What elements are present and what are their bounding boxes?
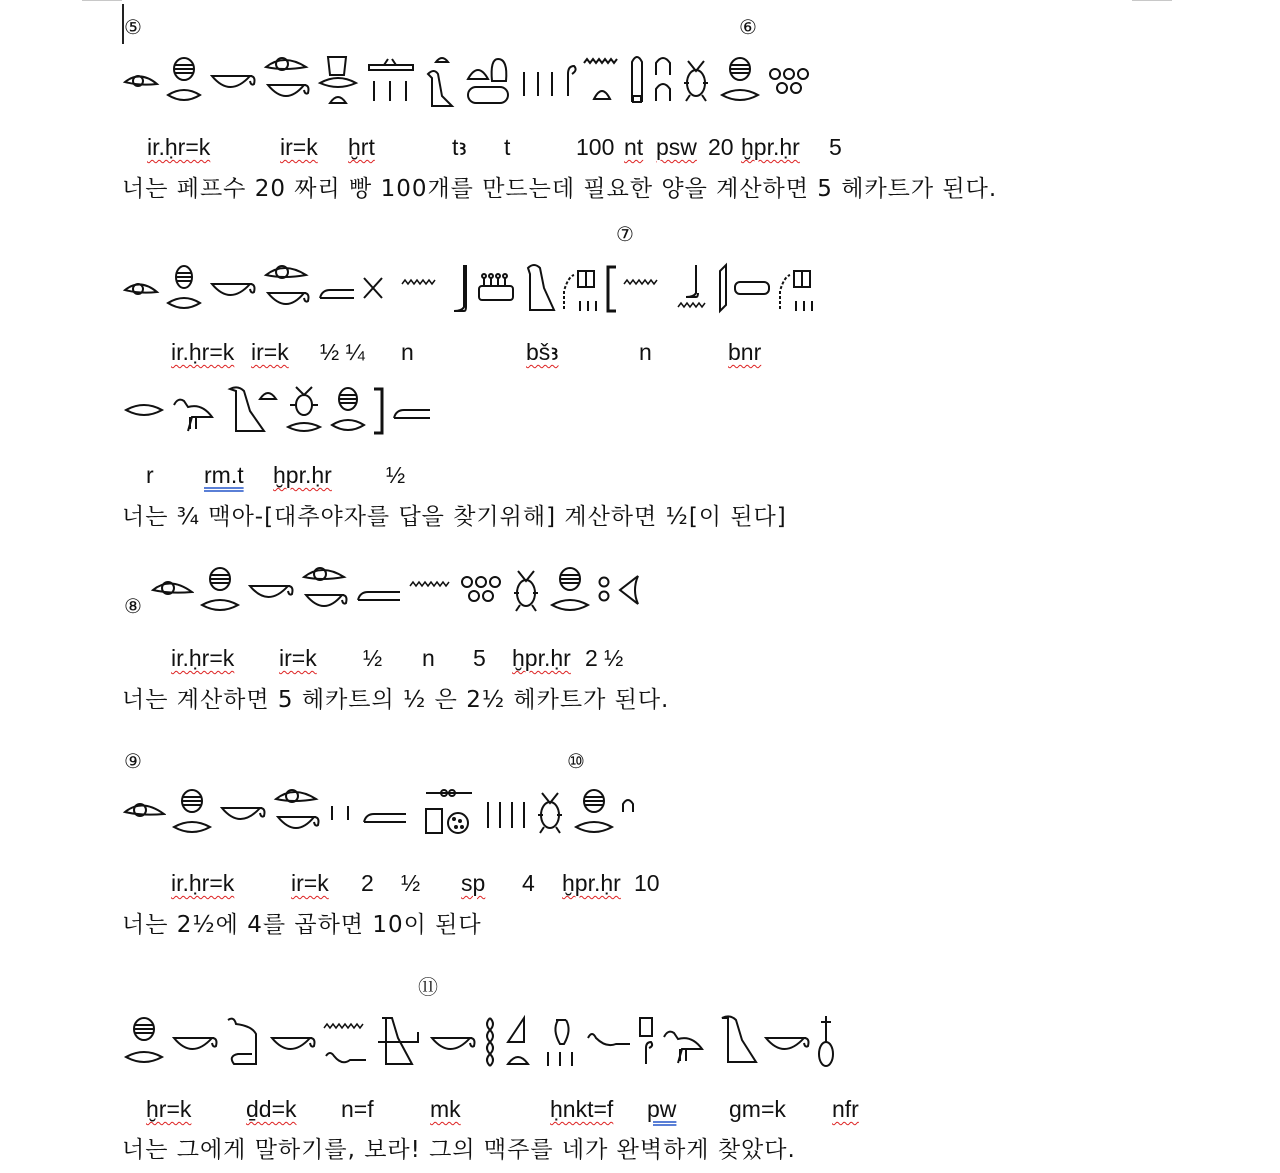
hieroglyph-row-7a bbox=[122, 258, 820, 318]
horned-viper-glyph-icon bbox=[584, 1022, 632, 1062]
translit-word: ir=k bbox=[251, 339, 289, 365]
five-grains-glyph-icon bbox=[766, 60, 812, 100]
reed-glyph-icon bbox=[714, 261, 728, 315]
water-glyph-icon-2 bbox=[622, 268, 662, 308]
eye-glyph-icon bbox=[150, 570, 194, 610]
translit-word: ḫrt bbox=[348, 134, 375, 160]
placenta-mouth-glyph-icon bbox=[170, 787, 214, 837]
fraction-mouth-glyph-icon bbox=[360, 792, 410, 832]
translit-word: tꜣ bbox=[452, 134, 467, 160]
translit-word: ir=k bbox=[279, 645, 317, 671]
korean-translation-5-6: 너는 페프수 20 짜리 빵 100개를 만드는데 필요한 양을 계산하면 5 헤카트가 된다. bbox=[122, 176, 998, 202]
translit-word: sp bbox=[461, 870, 486, 896]
leg-glyph-icon bbox=[452, 261, 472, 315]
papyrus-clump-glyph-icon bbox=[476, 268, 516, 308]
translit-word: bnr bbox=[728, 339, 762, 365]
section-marker-7: ⑦ bbox=[616, 222, 634, 246]
korean-translation-9-10: 너는 2½에 4를 곱하면 10이 된다 bbox=[122, 912, 482, 938]
section-marker-5: ⑤ bbox=[124, 15, 142, 39]
water-glyph-icon bbox=[408, 570, 454, 610]
basket-glyph-icon bbox=[218, 792, 268, 832]
basket-glyph-icon bbox=[170, 1022, 220, 1062]
falcon-glyph-icon bbox=[520, 260, 556, 316]
two-arches-glyph-icon bbox=[652, 53, 674, 107]
translit-word: psw bbox=[656, 134, 697, 160]
korean-translation-7: 너는 ¾ 맥아-[대추야자를 답을 찾기위해] 계산하면 ½[이 된다] bbox=[122, 504, 787, 530]
translit-word: ½ bbox=[401, 870, 421, 896]
eye-glyph-icon bbox=[122, 792, 166, 832]
translit-word: 5 bbox=[473, 645, 486, 671]
two-strokes-glyph-icon bbox=[326, 792, 356, 832]
translit-word: ir.ḥr=k bbox=[171, 339, 235, 365]
open-bracket-icon bbox=[604, 261, 618, 315]
scarab-glyph-icon bbox=[678, 53, 714, 107]
land-strokes-glyph-icon bbox=[366, 53, 416, 107]
translit-word: ir.ḥr=k bbox=[171, 870, 235, 896]
translit-word: mk bbox=[430, 1096, 461, 1122]
translit-word: ir.ḥr=k bbox=[171, 645, 235, 671]
korean-translation-8: 너는 계산하면 5 헤카트의 ½ 은 2½ 헤카트가 된다. bbox=[122, 687, 670, 713]
translit-word: pw bbox=[647, 1096, 677, 1122]
water-glyph-icon bbox=[400, 268, 440, 308]
heart-windpipe-glyph-icon bbox=[816, 1014, 836, 1070]
section-marker-6: ⑥ bbox=[739, 15, 757, 39]
translit-word: 10 bbox=[634, 870, 660, 896]
section-marker-10: ⑩ bbox=[567, 749, 585, 773]
scarab-mouth-glyph-icon bbox=[284, 383, 324, 437]
placenta-mouth-glyph-icon bbox=[164, 55, 204, 105]
beer-jug-strokes-glyph-icon bbox=[542, 1014, 580, 1070]
eye-over-basket-glyph-icon bbox=[262, 261, 312, 315]
translit-word: t bbox=[504, 134, 511, 160]
translit-word: ḫpr.ḥr bbox=[273, 462, 332, 488]
placenta-mouth-glyph-icon-2 bbox=[548, 565, 592, 615]
cross-glyph-icon bbox=[360, 268, 386, 308]
mouth-fraction-glyph-icon bbox=[316, 268, 356, 308]
basket-glyph-icon bbox=[246, 570, 296, 610]
close-bracket-icon bbox=[372, 383, 386, 437]
translit-word: ḥnkt=f bbox=[550, 1096, 614, 1122]
ibis-glyph-icon bbox=[170, 385, 218, 435]
grain-sack-glyph-icon bbox=[560, 261, 600, 315]
hieroglyph-row-8 bbox=[150, 560, 646, 620]
twisted-flax-glyph-icon bbox=[482, 1014, 498, 1070]
translit-word: 2 bbox=[361, 870, 374, 896]
owl-glyph-icon bbox=[714, 1014, 758, 1070]
placenta-mouth-glyph-icon bbox=[122, 1015, 166, 1069]
arch-glyph-icon bbox=[620, 792, 636, 832]
translit-word: nt bbox=[624, 134, 644, 160]
eye-glyph-icon bbox=[122, 60, 160, 100]
basket-glyph-icon bbox=[208, 60, 258, 100]
translit-word: rm.t bbox=[204, 462, 244, 488]
translit-word: n bbox=[639, 339, 652, 365]
placenta-mouth-glyph-icon-2 bbox=[718, 55, 762, 105]
leg-over-water-glyph-icon bbox=[676, 261, 710, 315]
translit-word: ḏd=k bbox=[246, 1096, 297, 1122]
translit-word: 100 bbox=[576, 134, 615, 160]
section-marker-8: ⑧ bbox=[124, 594, 142, 618]
stool-coil-glyph-icon bbox=[636, 1014, 656, 1070]
owl-bread-glyph-icon bbox=[222, 383, 280, 437]
scarab-glyph-icon bbox=[508, 563, 544, 617]
translit-word: ½ bbox=[386, 462, 406, 488]
section-marker-9: ⑨ bbox=[124, 749, 142, 773]
translit-word: 20 bbox=[708, 134, 734, 160]
translit-word: ir=k bbox=[280, 134, 318, 160]
eye-over-basket-glyph-icon bbox=[272, 785, 322, 839]
translit-word: 4 bbox=[522, 870, 535, 896]
translit-word: n bbox=[401, 339, 414, 365]
translit-word: ir=k bbox=[291, 870, 329, 896]
translit-word: ½ ¼ bbox=[320, 339, 365, 365]
translit-word: ḫpr.ḥr bbox=[512, 645, 571, 671]
two-grains-glyph-icon bbox=[596, 570, 612, 610]
cobra-glyph-icon bbox=[224, 1014, 264, 1070]
basket-glyph-icon-2 bbox=[268, 1022, 318, 1062]
translit-word: ḫr=k bbox=[146, 1096, 192, 1122]
page-corner-mark-right bbox=[1132, 0, 1172, 1]
basket-glyph-icon bbox=[208, 268, 258, 308]
four-strokes-glyph-icon bbox=[482, 792, 528, 832]
eye-over-basket-glyph-icon bbox=[262, 53, 312, 107]
translit-word: r bbox=[146, 462, 154, 488]
placenta-mouth-glyph-icon bbox=[164, 263, 204, 313]
three-strokes-glyph-icon bbox=[518, 60, 558, 100]
placenta-mouth-glyph-icon-2 bbox=[572, 787, 616, 837]
loaf-rect-glyph-icon bbox=[732, 268, 772, 308]
grain-sack-glyph-icon-2 bbox=[776, 261, 816, 315]
eye-over-basket-glyph-icon bbox=[300, 563, 350, 617]
translit-word: gm=k bbox=[729, 1096, 786, 1122]
translit-word: 5 bbox=[829, 134, 842, 160]
basket-glyph-icon-4 bbox=[762, 1022, 812, 1062]
eye-glyph-icon bbox=[122, 268, 160, 308]
heart-mouth-bread-glyph-icon bbox=[316, 53, 362, 107]
fraction-mouth-glyph-icon bbox=[354, 570, 404, 610]
translit-word: n=f bbox=[341, 1096, 374, 1122]
translit-word: 2 ½ bbox=[585, 645, 624, 671]
hieroglyph-row-9-10 bbox=[122, 782, 640, 842]
scarab-glyph-icon bbox=[532, 785, 568, 839]
thorn-bread-glyph-icon bbox=[502, 1014, 538, 1070]
coil-glyph-icon bbox=[562, 60, 578, 100]
owl-with-arm-glyph-icon bbox=[374, 1014, 424, 1070]
korean-translation-11: 너는 그에게 말하기를, 보라! 그의 맥주를 네가 완벽하게 찾았다. bbox=[122, 1137, 796, 1163]
ibis-glyph-icon bbox=[660, 1017, 710, 1067]
translit-word: bšꜣ bbox=[526, 339, 559, 365]
placenta-mouth-glyph-icon bbox=[328, 385, 368, 435]
page-corner-mark-left bbox=[82, 0, 122, 1]
translit-word: nfr bbox=[832, 1096, 859, 1122]
translit-word: n bbox=[422, 645, 435, 671]
hieroglyph-row-11 bbox=[122, 1012, 840, 1072]
water-bread-glyph-icon bbox=[582, 53, 622, 107]
translit-word: ḫpr.ḥr bbox=[741, 134, 800, 160]
placenta-mouth-glyph-icon bbox=[198, 565, 242, 615]
sandal-strap-glyph-icon bbox=[626, 52, 648, 108]
five-grains-glyph-icon bbox=[458, 570, 504, 610]
section-marker-11: ⑪ bbox=[418, 975, 438, 999]
falcon-bread-glyph-icon bbox=[420, 52, 460, 108]
bread-loaf-glyph-icon bbox=[464, 53, 514, 107]
translit-word: ir.ḥr=k bbox=[147, 134, 211, 160]
mouth-glyph-icon bbox=[122, 390, 166, 430]
fraction-mouth-glyph-icon bbox=[390, 390, 434, 430]
hieroglyph-row-7b bbox=[122, 380, 438, 440]
translit-word: ½ bbox=[363, 645, 383, 671]
hieroglyph-row-5-6 bbox=[122, 50, 816, 110]
half-sign-glyph-icon bbox=[616, 570, 642, 610]
basket-glyph-icon-3 bbox=[428, 1022, 478, 1062]
water-viper-glyph-icon bbox=[322, 1014, 370, 1070]
time-sign-glyph-icon bbox=[424, 785, 478, 839]
translit-word: ḫpr.ḥr bbox=[562, 870, 621, 896]
